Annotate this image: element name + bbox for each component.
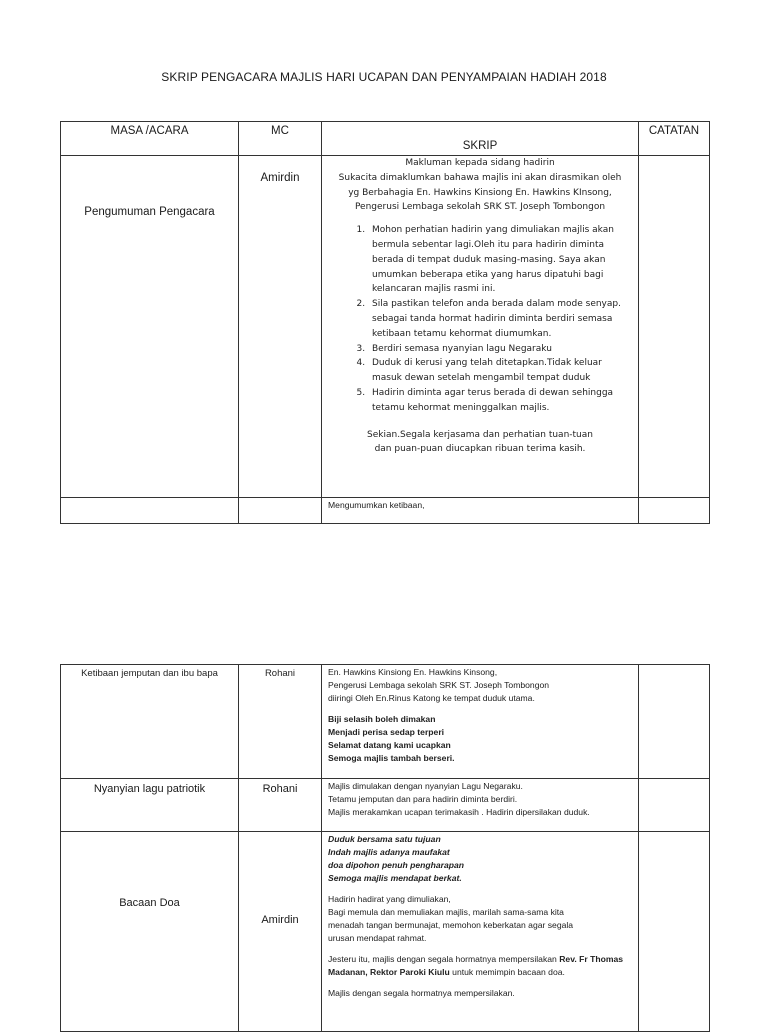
- table-row: [61, 779, 710, 832]
- list-item: 1. Mohon perhatian hadirin yang dimuliakan majlis akan bermula sebentar lagi.Oleh itu para hadirin diminta berada di tempat duduk masing-masing. Saya akan umumkan beberapa etika yang harus dipatuhi bagi kelancaran majlis rasmi ini.: [368, 223, 632, 297]
- cell-masa: Ketibaan jemputan dan ibu bapa: [61, 665, 239, 779]
- pantun-line: Indah majlis adanya maufakat: [328, 847, 450, 857]
- cell-mc: Rohani: [239, 665, 322, 779]
- pantun-line: Selamat datang kami ucapkan: [328, 740, 451, 750]
- cell-mc: [239, 498, 322, 524]
- table-row: [61, 832, 710, 1032]
- table-header-row: [61, 122, 710, 156]
- cell-skrip: Majlis dimulakan dengan nyanyian Lagu Negaraku. Tetamu jemputan dan para hadirin diminta berdiri. Majlis merakamkan ucapan terimakasih . Hadirin dipersilakan duduk.: [322, 779, 639, 832]
- pantun-line: Biji selasih boleh dimakan: [328, 714, 436, 724]
- cell-masa: Nyanyian lagu patriotik: [61, 779, 239, 832]
- cell-catatan: [639, 498, 710, 524]
- cell-skrip: En. Hawkins Kinsiong En. Hawkins Kinsong, Pengerusi Lembaga sekolah SRK ST. Joseph Tombongon diiringi Oleh En.Rinus Katong ke tempat duduk utama. Biji selasih boleh dimakan Menjadi perisa sedap terperi Selamat datang kami ucapkan Semoga majlis tambah berseri.: [322, 665, 639, 779]
- header-catatan: CATATAN: [639, 122, 710, 156]
- cell-skrip: Mengumumkan ketibaan,: [322, 498, 639, 524]
- cell-masa: [61, 498, 239, 524]
- list-item: 5. Hadirin diminta agar terus berada di dewan sehingga tetamu kehormat meninggalkan majlis.: [368, 386, 632, 416]
- list-item: 3. Berdiri semasa nyanyian lagu Negaraku: [368, 342, 632, 357]
- cell-skrip: [322, 156, 639, 498]
- etiquette-list: [328, 223, 632, 415]
- script-text: Makluman kepada sidang hadirin Sukacita dimaklumkan bahawa majlis ini akan dirasmikan oleh yg Berbahagia En. Hawkins Kinsiong En. Hawkins KInsong, Pengerusi Lembaga sekolah SRK ST. Joseph Tombongon 1. Mohon perhatian hadirin yang dimuliakan majlis akan bermula sebentar lagi.Oleh itu para hadirin diminta berada di tempat duduk masing-masing. Saya akan umumkan beberapa etika yang harus dipatuhi bagi kelancaran majlis rasmi ini. 2. Sila pastikan telefon anda berada dalam mode senyap. sebagai tanda hormat hadirin diminta berdiri semasa ketibaan tetamu kehormat diumumkan. 3. Berdiri semasa nyanyian lagu Negaraku 4. Duduk di kerusi yang telah ditetapkan.Tidak keluar masuk dewan setelah mengambil tempat duduk 5. Hadirin diminta agar terus berada di dewan sehingga tetamu kehormat meninggalkan majlis. Sekian.Segala kerjasama dan perhatian tuan-tuan dan puan-puan diucapkan ribuan terima kasih.: [322, 156, 638, 457]
- table-row: [61, 665, 710, 779]
- table-row: [61, 156, 710, 498]
- pantun-line: doa dipohon penuh pengharapan: [328, 860, 465, 870]
- header-masa: MASA /ACARA: [61, 122, 239, 156]
- cell-mc: Amirdin: [239, 832, 322, 1032]
- pantun-line: Menjadi perisa sedap terperi: [328, 727, 445, 737]
- list-item: 2. Sila pastikan telefon anda berada dalam mode senyap. sebagai tanda hormat hadirin diminta berdiri semasa ketibaan tetamu kehormat diumumkan.: [368, 297, 632, 341]
- cell-catatan: [639, 832, 710, 1032]
- script-table-2: [60, 664, 710, 1032]
- cell-masa: [61, 156, 239, 498]
- acara-label: Pengumuman Pengacara: [84, 206, 215, 218]
- invitation-paragraph: Jesteru itu, majlis dengan segala hormatnya mempersilakan Rev. Fr Thomas Madanan, Rektor Paroki Kiulu untuk memimpin bacaan doa.: [328, 954, 624, 977]
- cell-catatan: [639, 156, 710, 498]
- list-item: 4. Duduk di kerusi yang telah ditetapkan.Tidak keluar masuk dewan setelah mengambil tempat duduk: [368, 356, 632, 386]
- table-row: [61, 498, 710, 524]
- mc-name: Amirdin: [260, 172, 300, 184]
- script-table-1: [60, 121, 710, 524]
- cell-catatan: [639, 665, 710, 779]
- cell-mc: [239, 156, 322, 498]
- header-skrip: SKRIP: [322, 122, 639, 156]
- cell-catatan: [639, 779, 710, 832]
- pantun-line: Duduk bersama satu tujuan: [328, 834, 441, 844]
- cell-skrip: Duduk bersama satu tujuan Indah majlis adanya maufakat doa dipohon penuh pengharapan Semoga majlis mendapat berkat. Hadirin hadirat yang dimuliakan, Bagi memula dan memuliakan majlis, marilah sama-sama kita menadah tangan bermunajat, memohon keberkatan agar segala urusan mendapat rahmat. Jesteru itu, majlis dengan segala hormatnya mempersilakan Rev. Fr Thomas Madanan, Rektor Paroki Kiulu untuk memimpin bacaan doa. Majlis dengan segala hormatnya mempersilakan.: [322, 832, 639, 1032]
- cell-mc: Rohani: [239, 779, 322, 832]
- document-title: SKRIP PENGACARA MAJLIS HARI UCAPAN DAN PENYAMPAIAN HADIAH 2018: [161, 70, 607, 84]
- header-mc: MC: [239, 122, 322, 156]
- cell-masa: Bacaan Doa: [61, 832, 239, 1032]
- pantun-line: Semoga majlis mendapat berkat.: [328, 873, 462, 883]
- pantun-line: Semoga majlis tambah berseri.: [328, 753, 455, 763]
